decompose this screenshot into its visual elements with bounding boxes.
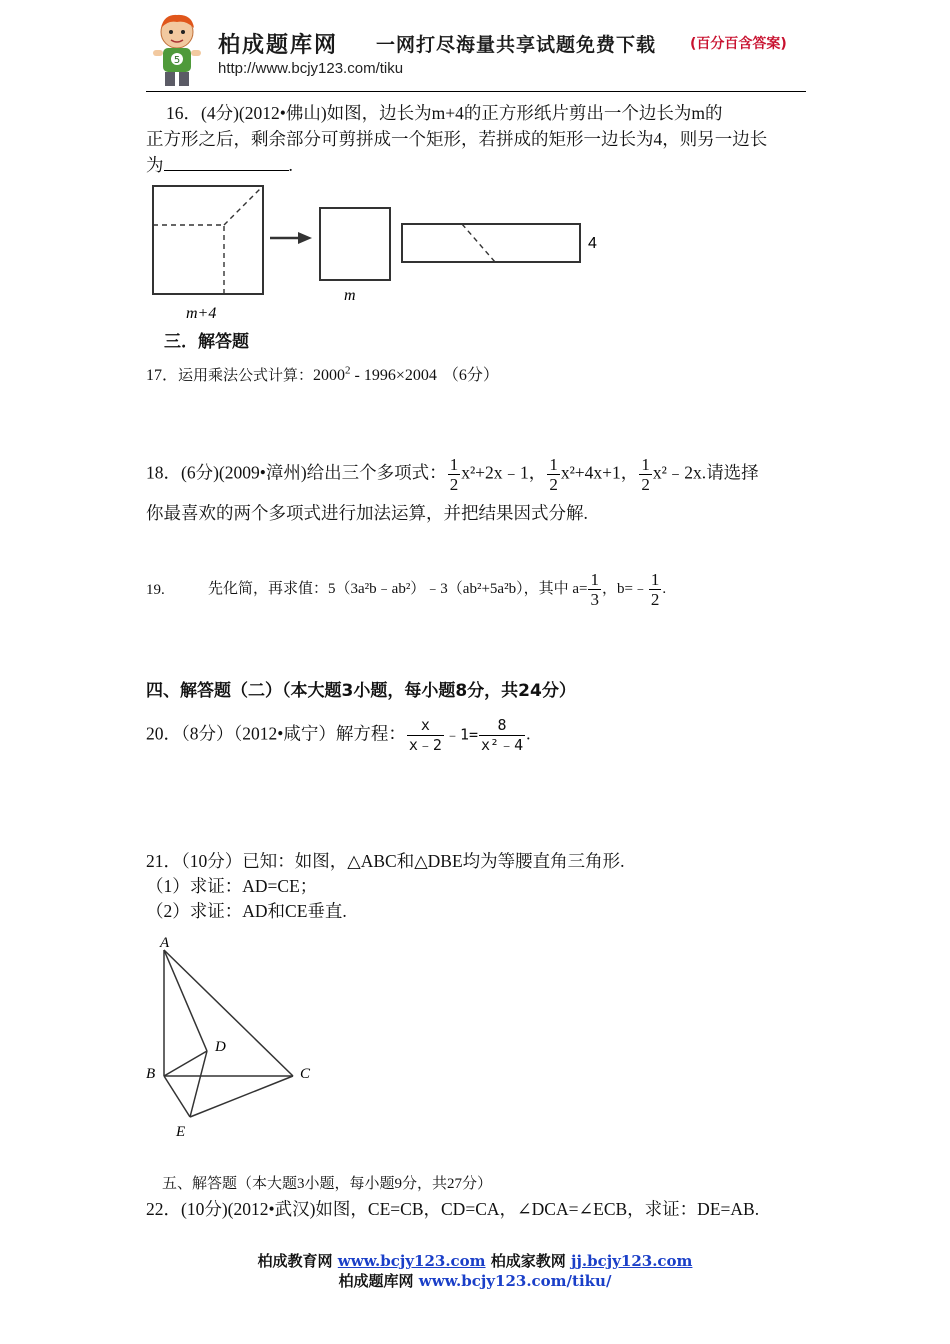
fraction-denominator: 2 [449,475,459,494]
small-square [320,208,390,280]
fraction-denominator: 2 [641,475,650,494]
segment-CE [190,1076,293,1117]
section4-title: 四、解答题（二）（本大题3小题，每小题8分，共24分） [146,681,576,701]
q17-text: 运用乘法公式计算： [178,368,314,384]
q16-line3 [146,152,293,178]
vertex-label-A: A [160,935,170,951]
q19-mid: ，b=﹣ [601,580,648,597]
q16-line3-prefix: 为 [146,155,164,175]
q17-expr-b: - 1996×2004 [350,367,437,384]
fraction [448,455,461,494]
q21-triangle-figure [140,930,330,1145]
q20-line [146,716,530,755]
header-divider [146,91,806,92]
fraction-b [649,570,662,609]
label-m: m [344,287,356,304]
q20-prefix: 20．（8分）（2012•咸宁）解方程： [146,723,406,744]
fraction-numerator: 1 [590,570,599,589]
fraction-denominator: x²﹣4 [481,736,524,754]
brand-title: 柏成题库网 [218,32,339,58]
fraction-numerator: 1 [449,455,459,474]
q19-end: . [662,580,667,597]
diagonal-cut [224,186,263,225]
fraction-denominator: 2 [650,590,660,609]
footer-label-tiku: 柏成题库网 [338,1272,414,1290]
big-square [153,186,263,294]
fraction [547,455,560,494]
vertex-label-E: E [176,1124,186,1140]
fraction-numerator: 1 [650,570,660,589]
q18-poly1: x²+2x﹣1， [461,462,547,483]
q21-part2: （2）求证：AD和CE垂直. [146,901,347,921]
result-rectangle [402,224,580,262]
fraction-denominator: x﹣2 [408,736,442,754]
q19-text: 先化简，再求值：5（3a²b﹣ab²）﹣3（ab²+5a²b），其中 a= [208,580,588,597]
label-m-plus-4: m+4 [186,305,217,322]
q18-prefix: 18．(6分)(2009•漳州)给出三个多项式： [146,462,447,483]
q16-figure [140,178,610,328]
q18-tail: 请选择 [706,462,759,483]
q19-line [208,570,666,609]
footer-label-tutor: 柏成家教网 [490,1252,566,1270]
vertex-label-D: D [215,1039,226,1055]
q17-line [146,363,499,389]
cut-lines [153,225,224,294]
section3-title: 三．解答题 [164,332,249,352]
rect-dashed-cut [462,224,495,262]
segment-AD [164,950,207,1051]
q16-line1: 16．(4分)(2012•佛山)如图，边长为m+4的正方形纸片剪出一个边长为m的 [166,103,723,123]
mascot-logo [148,12,206,90]
segment-DE [190,1051,207,1117]
fraction-numerator: 1 [549,455,558,474]
site-url[interactable]: http://www.bcjy123.com/tiku [218,60,404,77]
q16-line3-suffix: . [288,155,293,175]
fraction-numerator: x [407,716,444,736]
fraction-numerator: 1 [641,455,650,474]
q18-poly2: x²+4x+1， [560,462,639,483]
fraction [639,455,652,494]
q18-line2: 你最喜欢的两个多项式进行加法运算，并把结果因式分解. [146,503,588,523]
q17-exponent: 2 [345,364,351,377]
fraction-a [588,570,601,609]
q17-prefix: 17． [146,367,179,384]
q21-line1: 21．（10分）已知：如图，△ABC和△DBE均为等腰直角三角形. [146,851,625,871]
vertex-label-C: C [300,1066,311,1082]
label-4: 4 [588,235,597,252]
segment-AC [164,950,293,1076]
answer-blank[interactable] [164,152,289,171]
footer-label-edu: 柏成教育网 [257,1252,333,1270]
footer-link-tutor[interactable]: jj.bcjy123.com [571,1252,693,1270]
answer-badge: (百分百含答案) [690,36,787,52]
q17-score: （6分） [442,367,499,384]
footer-line2 [0,1270,950,1291]
arrow-icon [298,232,312,244]
fraction-1 [407,716,444,755]
q21-part1: （1）求证：AD=CE； [146,876,318,896]
vertex-label-B: B [146,1066,156,1082]
fraction-denominator: 2 [549,475,558,494]
q19-number: 19. [146,582,165,598]
footer-line1 [0,1250,950,1271]
segment-BE [164,1076,190,1117]
q22-line1: 22．(10分)(2012•武汉)如图，CE=CB，CD=CA，∠DCA=∠ECB，求证：DE=AB. [146,1199,760,1219]
fraction-denominator: 3 [590,590,599,609]
fraction-2 [479,716,525,755]
logo-number: 5 [173,55,181,66]
q20-minus-one: ﹣1= [444,725,479,744]
q18-poly3: x²﹣2x. [652,462,707,483]
footer-link-tiku[interactable]: www.bcjy123.com/tiku/ [418,1272,612,1290]
q20-end: . [526,723,531,744]
q17-expr-a: 2000 [313,367,346,384]
brand-slogan: 一网打尽海量共享试题免费下载 [376,34,657,56]
footer-link-edu[interactable]: www.bcjy123.com [337,1252,486,1270]
q18-line1 [146,455,759,494]
q16-line2: 正方形之后，剩余部分可剪拼成一个矩形，若拼成的矩形一边长为4，则另一边长 [146,129,768,149]
segment-BD [164,1051,207,1076]
fraction-numerator: 8 [479,716,525,736]
section5-title: 五、解答题（本大题3小题，每小题9分，共27分） [162,1176,493,1192]
